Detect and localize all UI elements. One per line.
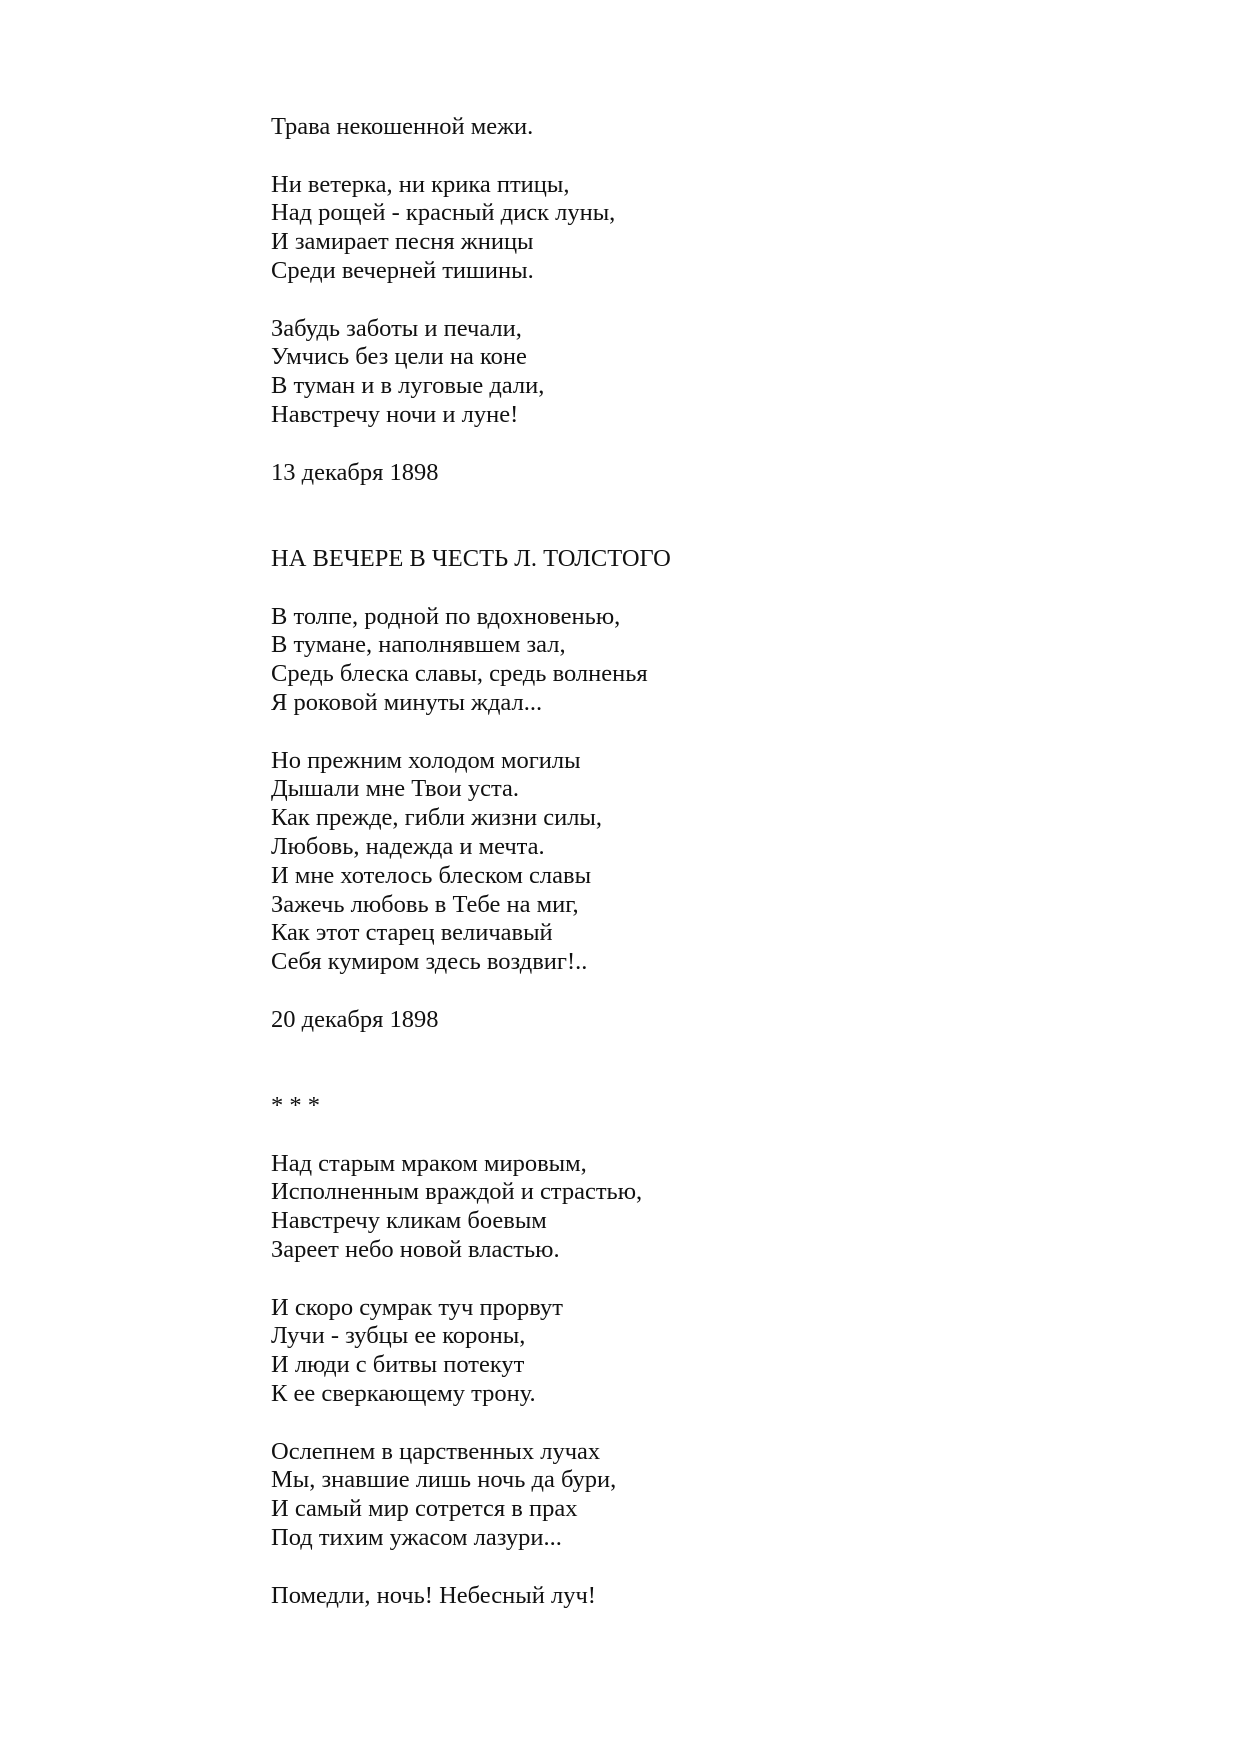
verse-line: Навстречу кликам боевым: [271, 1207, 547, 1235]
verse-line: Средь блеска славы, средь волненья: [271, 660, 648, 688]
verse-line: Забудь заботы и печали,: [271, 314, 522, 342]
verse-line: Зареет небо новой властью.: [271, 1236, 560, 1264]
verse-line: Умчись без цели на коне: [271, 343, 527, 371]
stanza: [271, 603, 1171, 718]
stanza: [271, 1438, 1171, 1553]
poem-piece: [271, 1092, 1171, 1610]
verse-line: И мне хотелось блеском славы: [271, 861, 592, 889]
verse-line: Ни ветерка, ни крика птицы,: [271, 170, 570, 198]
verse-line: Среди вечерней тишины.: [271, 256, 534, 284]
verse-line: И замирает песня жницы: [271, 228, 534, 256]
verse-line: В толпе, родной по вдохновенью,: [271, 602, 621, 630]
verse-line: Под тихим ужасом лазури...: [271, 1524, 562, 1552]
stanza: [271, 747, 1171, 977]
stanza: [271, 1582, 1171, 1611]
verse-line: Но прежним холодом могилы: [271, 746, 581, 774]
stanza: [271, 1150, 1171, 1265]
poem-piece: [271, 545, 1171, 1035]
verse-line: Как прежде, гибли жизни силы,: [271, 804, 603, 832]
verse-line: Трава некошенной межи.: [271, 113, 534, 140]
stanza: [271, 1294, 1171, 1409]
verse-line: Над рощей - красный диск луны,: [271, 199, 616, 227]
verse-line: Дышали мне Твои уста.: [271, 775, 519, 803]
stanza: [271, 171, 1171, 286]
verse-line: Помедли, ночь! Небесный луч!: [271, 1581, 596, 1609]
verse-line: Себя кумиром здесь воздвиг!..: [271, 948, 588, 976]
stanza: [271, 315, 1171, 430]
verse-line: И самый мир сотрется в прах: [271, 1495, 578, 1523]
verse-line: Лучи - зубцы ее короны,: [271, 1322, 526, 1350]
verse-line: Как этот старец величавый: [271, 919, 553, 947]
verse-line: К ее сверкающему трону.: [271, 1380, 536, 1408]
verse-line: В тумане, наполнявшем зал,: [271, 631, 566, 659]
poem-piece: [271, 113, 1171, 487]
poem-title: * * *: [271, 1092, 320, 1120]
stanza: [271, 113, 1171, 142]
poem-date: 13 декабря 1898: [271, 458, 439, 486]
text-column: [271, 113, 1171, 1610]
verse-line: В туман и в луговые дали,: [271, 372, 545, 400]
verse-line: Исполненным враждой и страстью,: [271, 1178, 643, 1206]
verse-line: И люди с битвы потекут: [271, 1351, 525, 1379]
poem-title: НА ВЕЧЕРЕ В ЧЕСТЬ Л. ТОЛСТОГО: [271, 544, 671, 572]
verse-line: Я роковой минуты ждал...: [271, 688, 543, 716]
verse-line: Над старым мраком мировым,: [271, 1149, 587, 1177]
verse-line: Навстречу ночи и луне!: [271, 400, 519, 428]
poem-date: 20 декабря 1898: [271, 1005, 439, 1033]
verse-line: Зажечь любовь в Тебе на миг,: [271, 890, 579, 918]
verse-line: Любовь, надежда и мечта.: [271, 832, 545, 860]
verse-line: Мы, знавшие лишь ночь да бури,: [271, 1466, 617, 1494]
verse-line: Ослепнем в царственных лучах: [271, 1437, 601, 1465]
verse-line: И скоро сумрак туч прорвут: [271, 1293, 563, 1321]
